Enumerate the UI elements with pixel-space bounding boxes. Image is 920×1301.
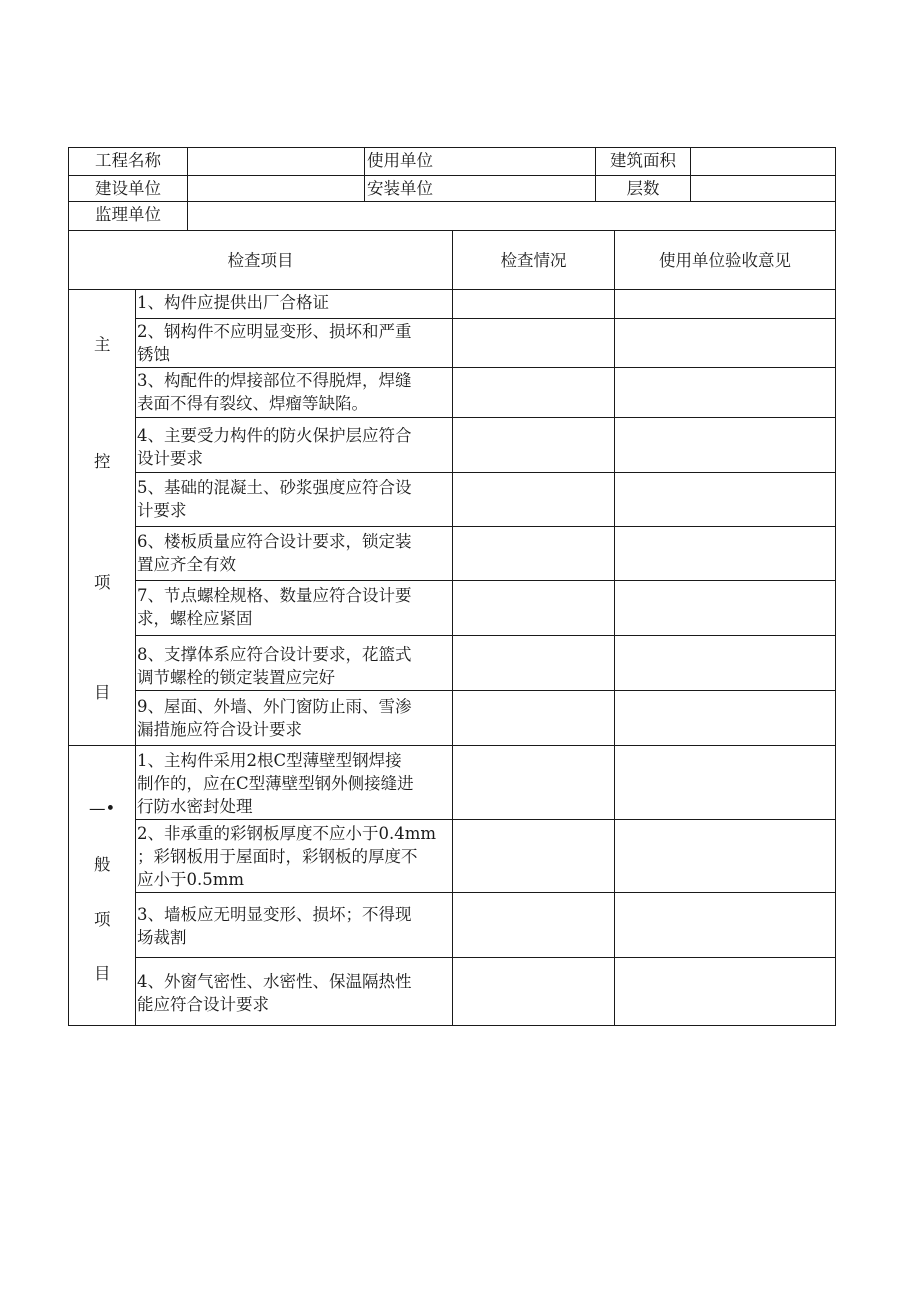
general-group-char: —• xyxy=(89,799,116,818)
main-item-6 xyxy=(137,530,452,576)
opinion-cell[interactable] xyxy=(616,959,834,1024)
row-divider xyxy=(68,175,836,176)
col-divider xyxy=(690,147,691,202)
general-group-char: 项 xyxy=(94,910,111,929)
item-text-line: 1、主构件采用2根C型薄壁型钢焊接 xyxy=(137,751,402,770)
building-area-field[interactable] xyxy=(693,149,833,173)
opinion-cell[interactable] xyxy=(616,637,834,689)
item-text-line: 3、墙板应无明显变形、损坏；不得现 xyxy=(137,905,412,924)
col-divider xyxy=(135,289,136,1026)
opinion-cell[interactable] xyxy=(616,419,834,471)
row-divider xyxy=(135,472,836,473)
general-item-3 xyxy=(137,903,452,949)
opinion-cell[interactable] xyxy=(616,474,834,525)
col-divider xyxy=(187,147,188,231)
install-unit-label: 安装单位 xyxy=(367,179,433,198)
install-unit-field[interactable] xyxy=(480,177,592,199)
item-text-line: 6、楼板质量应符合设计要求，锁定装 xyxy=(137,532,412,551)
general-group-char: 般 xyxy=(94,855,111,874)
item-text-line: 2、钢构件不应明显变形、损坏和严重 xyxy=(137,322,412,341)
main-item-7 xyxy=(137,584,452,630)
floors-label: 层数 xyxy=(626,179,660,198)
item-text-line: 求，螺栓应紧固 xyxy=(137,609,253,628)
item-text-line: 5、基础的混凝土、砂浆强度应符合设 xyxy=(137,478,412,497)
main-group-char: 目 xyxy=(94,683,111,702)
item-text-line: 能应符合设计要求 xyxy=(137,995,269,1014)
opinion-cell[interactable] xyxy=(616,528,834,579)
general-item-4 xyxy=(137,970,452,1016)
main-item-1 xyxy=(137,291,452,314)
main-item-9 xyxy=(137,695,452,741)
col-divider xyxy=(614,230,615,1026)
opinion-cell[interactable] xyxy=(616,821,834,891)
main-group-char: 项 xyxy=(94,573,111,592)
item-text-line: 9、屋面、外墙、外门窗防止雨、雪渗 xyxy=(137,697,412,716)
floors-field[interactable] xyxy=(693,177,833,199)
opinion-cell[interactable] xyxy=(616,369,834,416)
item-text-line: 场裁割 xyxy=(137,928,187,947)
item-text-line: 调节螺栓的锁定装置应完好 xyxy=(137,668,335,687)
status-cell[interactable] xyxy=(454,582,613,634)
row-divider xyxy=(135,580,836,581)
status-cell[interactable] xyxy=(454,821,613,891)
status-cell[interactable] xyxy=(454,474,613,525)
main-item-5 xyxy=(137,476,452,522)
status-cell[interactable] xyxy=(454,369,613,416)
item-text-line: 8、支撑体系应符合设计要求，花篮式 xyxy=(137,645,412,664)
item-text-line: 2、非承重的彩钢板厚度不应小于0.4mm xyxy=(137,824,437,843)
general-item-2 xyxy=(137,822,452,891)
construction-unit-label: 建设单位 xyxy=(95,179,161,198)
row-divider xyxy=(135,417,836,418)
col-divider xyxy=(364,147,365,202)
row-divider xyxy=(135,690,836,691)
project-name-label: 工程名称 xyxy=(95,151,161,170)
row-divider xyxy=(135,957,836,958)
table-left-border xyxy=(68,147,69,1026)
main-item-3 xyxy=(137,369,452,415)
status-cell[interactable] xyxy=(454,291,613,317)
group-divider xyxy=(68,745,836,746)
user-unit-label: 使用单位 xyxy=(367,151,433,170)
general-item-1 xyxy=(137,749,452,818)
status-cell[interactable] xyxy=(454,692,613,744)
item-text-line: 行防水密封处理 xyxy=(137,797,253,816)
column-header-opinion: 使用单位验收意见 xyxy=(659,251,791,270)
row-divider xyxy=(135,318,836,319)
item-text-line: 4、主要受力构件的防火保护层应符合 xyxy=(137,426,412,445)
main-item-8 xyxy=(137,643,452,689)
item-text-line: 表面不得有裂纹、焊瘤等缺陷。 xyxy=(137,394,368,413)
main-item-2 xyxy=(137,320,452,366)
row-divider xyxy=(135,526,836,527)
table-right-border xyxy=(835,147,836,1026)
item-text-line: 4、外窗气密性、水密性、保温隔热性 xyxy=(137,972,412,991)
item-text-line: 漏措施应符合设计要求 xyxy=(137,720,302,739)
opinion-cell[interactable] xyxy=(616,291,834,317)
opinion-cell[interactable] xyxy=(616,747,834,818)
item-text-line: 应小于0.5mm xyxy=(137,870,245,889)
main-group-char: 控 xyxy=(94,452,111,471)
main-group-char: 主 xyxy=(94,335,111,354)
status-cell[interactable] xyxy=(454,528,613,579)
supervision-unit-field[interactable] xyxy=(190,203,830,228)
opinion-cell[interactable] xyxy=(616,582,834,634)
opinion-cell[interactable] xyxy=(616,320,834,366)
status-cell[interactable] xyxy=(454,894,613,956)
item-text-line: 制作的，应在C型薄壁型钢外侧接缝进 xyxy=(137,774,414,793)
item-text-line: 计要求 xyxy=(137,501,187,520)
opinion-cell[interactable] xyxy=(616,692,834,744)
item-text-line: ；彩钢板用于屋面时，彩钢板的厚度不 xyxy=(137,847,418,866)
general-group-char: 目 xyxy=(94,964,111,983)
supervision-unit-label: 监理单位 xyxy=(95,205,161,224)
row-divider xyxy=(135,892,836,893)
status-cell[interactable] xyxy=(454,959,613,1024)
item-text-line: 3、构配件的焊接部位不得脱焊，焊缝 xyxy=(137,371,412,390)
table-top-border xyxy=(68,147,836,148)
item-text-line: 置应齐全有效 xyxy=(137,555,236,574)
item-text-line: 锈蚀 xyxy=(137,345,170,364)
row-divider xyxy=(135,819,836,820)
row-divider xyxy=(135,635,836,636)
item-text-line: 7、节点螺栓规格、数量应符合设计要 xyxy=(137,586,412,605)
opinion-cell[interactable] xyxy=(616,894,834,956)
user-unit-field[interactable] xyxy=(480,149,592,173)
status-cell[interactable] xyxy=(454,320,613,366)
column-header-item: 检查项目 xyxy=(227,251,294,270)
building-area-label: 建筑面积 xyxy=(610,151,676,170)
construction-unit-field[interactable] xyxy=(190,177,362,199)
status-cell[interactable] xyxy=(454,419,613,471)
row-divider xyxy=(135,367,836,368)
status-cell[interactable] xyxy=(454,637,613,689)
col-divider xyxy=(452,230,453,1026)
status-cell[interactable] xyxy=(454,747,613,818)
item-text-line: 设计要求 xyxy=(137,449,203,468)
item-text-line: 1、构件应提供出厂合格证 xyxy=(137,293,329,312)
project-name-field[interactable] xyxy=(190,149,362,173)
main-item-4 xyxy=(137,424,452,470)
column-header-status: 检查情况 xyxy=(500,251,567,270)
row-divider xyxy=(68,201,836,202)
